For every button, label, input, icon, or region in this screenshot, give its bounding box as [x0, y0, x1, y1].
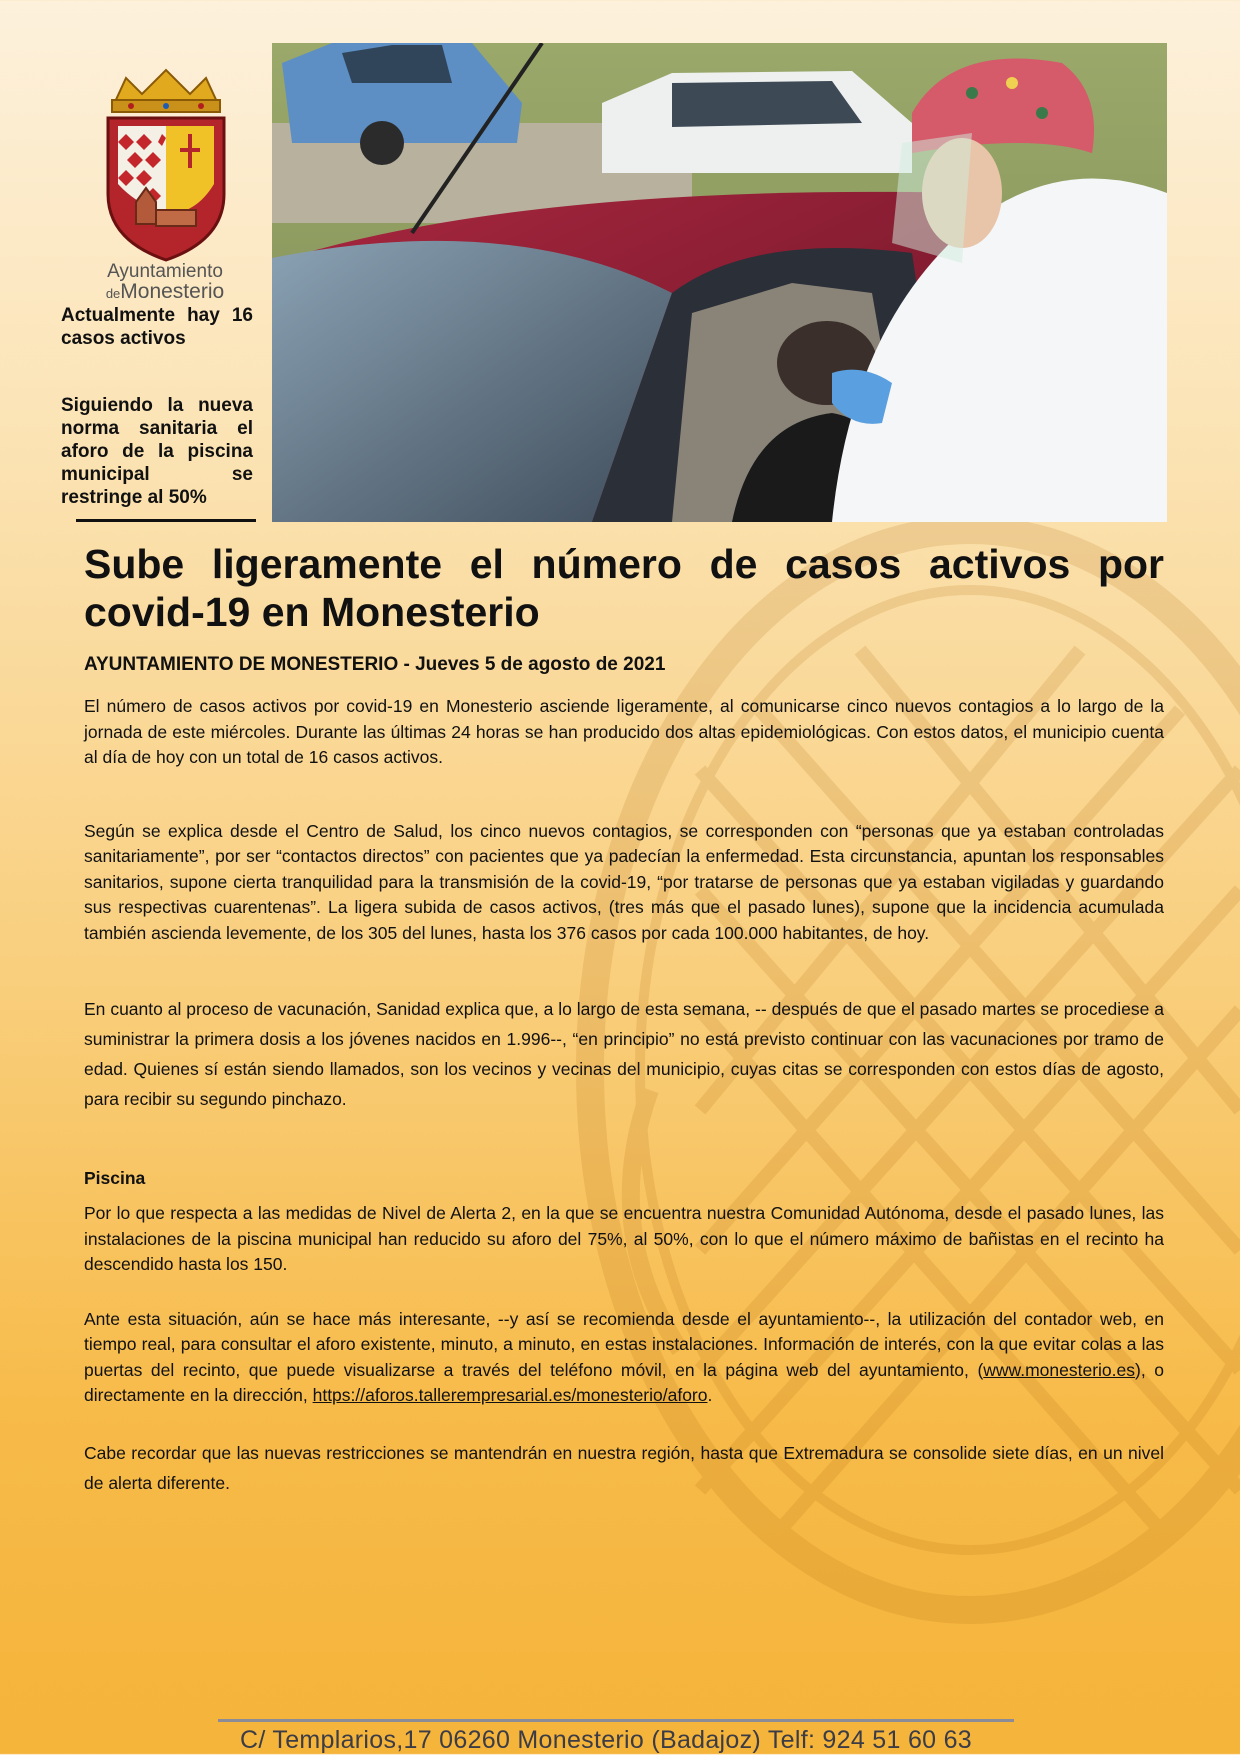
aforo-counter-link[interactable]: https://aforos.tallerempresarial.es/monesterio/aforo [312, 1385, 708, 1405]
logo-line-2-name: Monesterio [120, 280, 225, 303]
monesterio-website-link[interactable]: www.monesterio.es [983, 1359, 1136, 1380]
pool-capacity-note: Siguiendo la nueva norma sanitaria el aforo de la piscina municipal se restringe al 50% [61, 395, 253, 508]
logo-line-2 [90, 282, 240, 304]
paragraph-3: En cuanto al proceso de vacunación, Sanidad explica que, a lo largo de esta semana, -- después de que el pasado martes se procediese a suministrar la primera dosis a los jóvenes nacidos en 1.996--, “en principio” no está previsto continuar con las vacunaciones por tramo de edad. Quienes sí están siendo llamados, son los vecinos y vecinas del municipio, cuyas citas se corresponden con estos días de agosto, para recibir su segundo pinchazo. [84, 999, 1164, 1109]
paragraph-2: Según se explica desde el Centro de Salud, los cinco nuevos contagios, se corresponden con “personas que ya estaban controladas sanitariamente”, por ser “contactos directos” con pacientes que ya padecían la enfermedad. Esta circunstancia, apuntan los responsables sanitarios, supone cierta tranquilidad para la transmisión de la covid-19, “por tratarse de personas que ya estaban vigiladas y guardando sus respectivas cuarentenas”. La ligera subida de casos activos, (tres más que el pasado lunes), supone que la incidencia acumulada también ascienda levemente, de los 305 del lunes, hasta los 376 casos por cada 100.000 habitantes, de hoy. [84, 820, 1164, 943]
logo-line-1: Ayuntamiento [107, 261, 223, 282]
article [84, 540, 1164, 1498]
footer-address: C/ Templarios,17 06260 Monesterio (Badajoz) Telf: 924 51 60 63 [240, 1726, 973, 1754]
paragraph-4: Por lo que respecta a las medidas de Nivel de Alerta 2, en la que se encuentra nuestra Comunidad Autónoma, desde el pasado lunes, las instalaciones de la piscina municipal han reducido su aforo del 75%, al 50%, con lo que el número máximo de bañistas en el recinto ha descendido hasta los 150. [84, 1203, 1164, 1274]
paragraph-5 [84, 1307, 1164, 1409]
logo-text [90, 262, 240, 304]
paragraph-6: Cabe recordar que las nuevas restricciones se mantendrán en nuestra región, hasta que Extremadura se consolide siete días, en un nivel de alerta diferente. [84, 1442, 1164, 1493]
paragraph-5-part-a: Ante esta situación, aún se hace más interesante, --y así se recomienda desde el ayuntamiento--, la utilización del contador web, en tiempo real, para consultar el aforo existente, minuto, a minuto, en estas instalaciones. Información de interés, con la que evitar colas a las puertas del recinto, que puede visualizarse a través del teléfono móvil, en la página web del ayuntamiento, ( [84, 1308, 1164, 1380]
active-cases-note: Actualmente hay 16 casos activos [61, 305, 253, 349]
covid-test-photo [272, 43, 1167, 522]
paragraph-5-part-c: . [707, 1385, 713, 1405]
sidebar-divider [76, 519, 256, 522]
paragraph-1: El número de casos activos por covid-19 en Monesterio asciende ligeramente, al comunicarse cinco nuevos contagios a lo largo de la jornada de este miércoles. Durante las últimas 24 horas se han producido dos altas epidemiológicas. Con estos datos, el municipio cuenta al día de hoy con un total de 16 casos activos. [84, 696, 1164, 767]
logo-line-2-prefix: de [105, 286, 121, 301]
article-title: Sube ligeramente el número de casos activos por covid-19 en Monesterio [84, 541, 1164, 635]
article-byline: AYUNTAMIENTO DE MONESTERIO - Jueves 5 de agosto de 2021 [84, 654, 666, 675]
subheading-piscina: Piscina [84, 1168, 146, 1188]
footer-divider [218, 1719, 1014, 1722]
paragraph-5-part-b: ), o directamente en la dirección, [84, 1359, 1164, 1405]
